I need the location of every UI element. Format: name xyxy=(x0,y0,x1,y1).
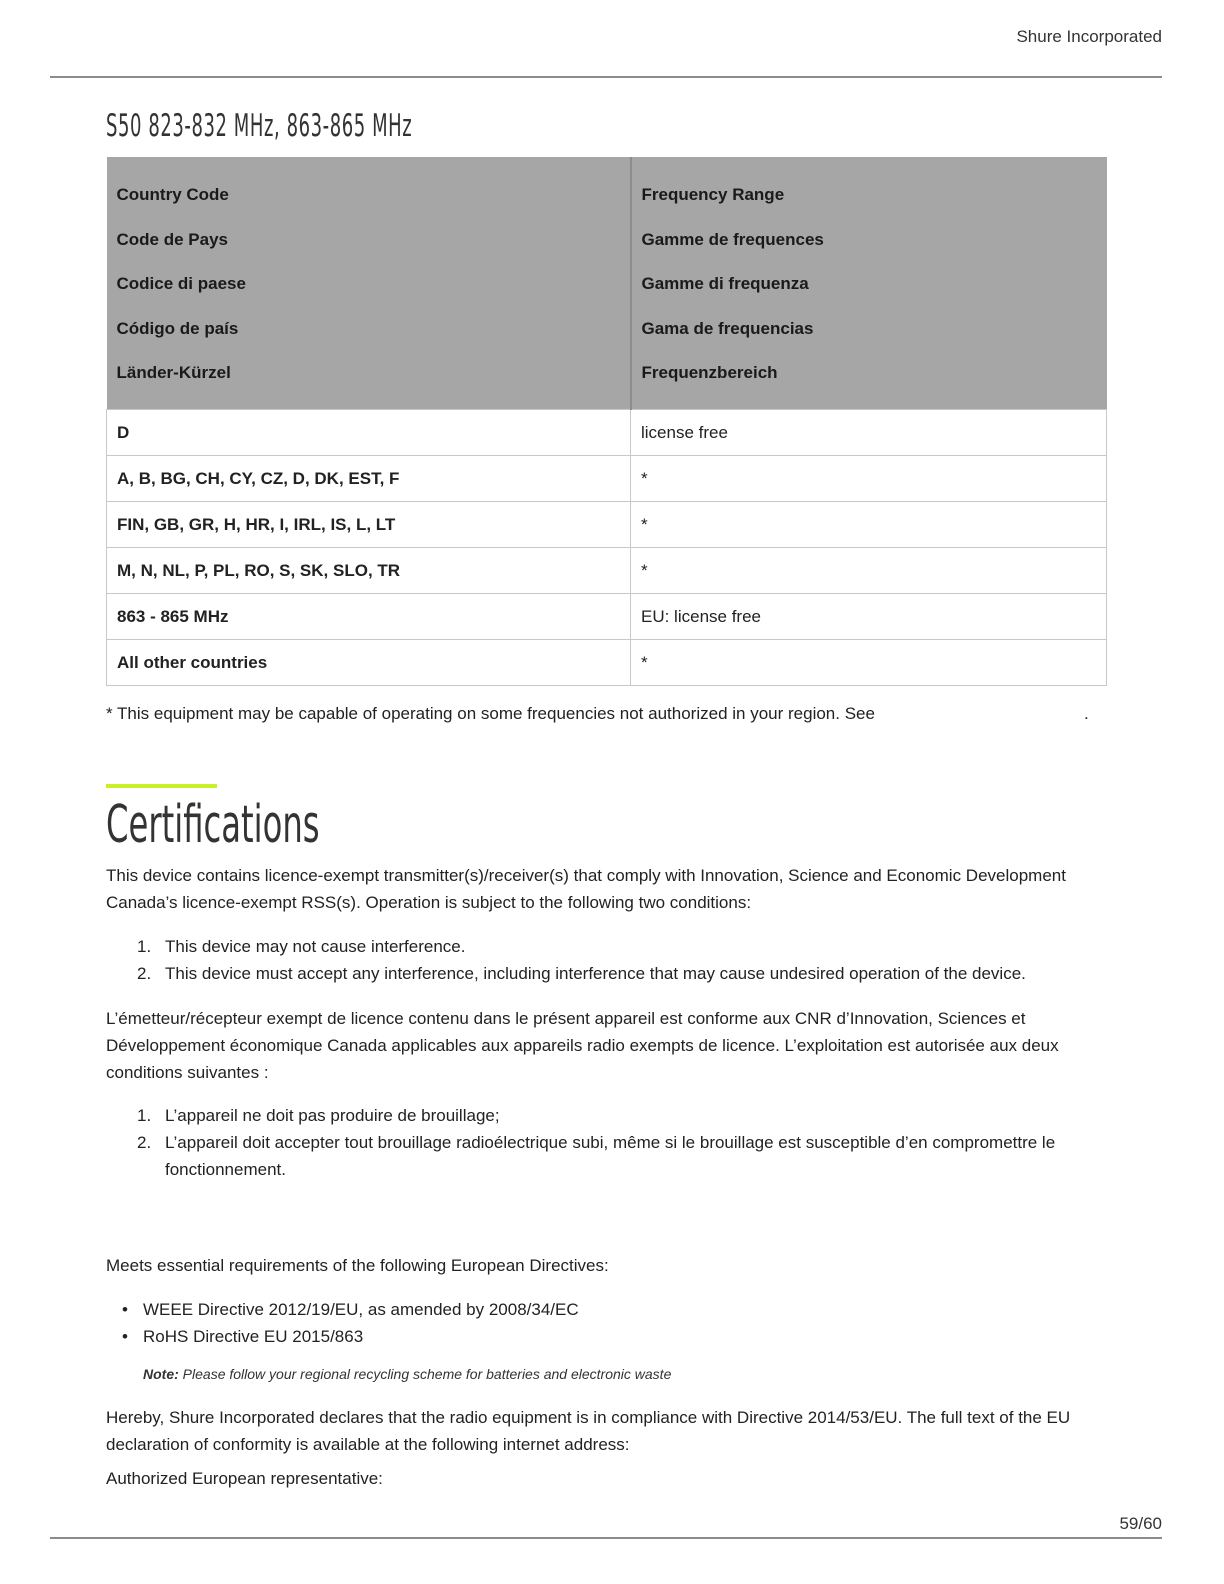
list-item-text: This device may not cause interference. xyxy=(165,937,466,956)
eu-declaration-paragraph: Hereby, Shure Incorporated declares that the radio equipment is in compliance with Directive 2014/53/EU. The full text of the EU declaration of conformity is available at the following internet address: xyxy=(106,1408,1071,1454)
table-row xyxy=(107,456,1107,502)
certifications-heading: Certifications xyxy=(106,795,320,855)
country-cell: FIN, GB, GR, H, HR, I, IRL, IS, L, LT xyxy=(107,502,631,548)
table-row xyxy=(107,640,1107,686)
recycling-note xyxy=(143,1366,671,1382)
header-line: Code de Pays xyxy=(116,229,228,249)
bullet-icon: • xyxy=(122,1300,128,1319)
country-cell: 863 - 865 MHz xyxy=(107,594,631,640)
eu-directives-list xyxy=(106,1296,579,1350)
table-footnote: * This equipment may be capable of operating on some frequencies not authorized in your region. See xyxy=(106,704,875,723)
header-line: Country Code xyxy=(116,185,229,204)
list-number: 1. xyxy=(137,1106,152,1125)
canada-compliance-paragraph-fr: L’émetteur/récepteur exempt de licence contenu dans le présent appareil est conforme aux CNR d’Innovation, Sciences et Développement économique Canada applicables aux appareils radio exempts de licence. L’exploitation est autorisée aux deux conditions suivantes : xyxy=(106,1009,1059,1082)
list-item xyxy=(106,933,1106,960)
header-line: Länder-Kürzel xyxy=(116,363,231,383)
bullet-icon: • xyxy=(122,1327,128,1346)
note-label: Note: xyxy=(143,1366,179,1382)
country-cell: D xyxy=(107,410,631,456)
list-item xyxy=(106,1102,1106,1129)
canada-compliance-paragraph: This device contains licence-exempt transmitter(s)/receiver(s) that comply with Innovation, Science and Economic Development Canada’s licence-exempt RSS(s). Operation is subject to the following two conditions: xyxy=(106,866,1066,912)
list-item-text: WEEE Directive 2012/19/EU, as amended by 2008/34/EC xyxy=(143,1300,579,1319)
table-header-row xyxy=(107,157,1107,410)
range-cell: * xyxy=(631,456,1107,502)
footnote-period: . xyxy=(1084,704,1089,723)
country-cell: All other countries xyxy=(107,640,631,686)
table-row xyxy=(107,548,1107,594)
list-item-text: This device must accept any interference, including interference that may cause undesired operation of the device. xyxy=(165,964,1026,983)
authorized-representative-label: Authorized European representative: xyxy=(106,1469,383,1488)
list-number: 1. xyxy=(137,937,152,956)
frequency-range-header xyxy=(631,157,1107,410)
header-line: Gama de frequencias xyxy=(641,318,814,338)
eu-directives-intro: Meets essential requirements of the following European Directives: xyxy=(106,1256,609,1275)
header-line: Frequenzbereich xyxy=(641,363,778,383)
table-row xyxy=(107,410,1107,456)
table-row xyxy=(107,594,1107,640)
section-accent-bar xyxy=(106,784,217,788)
country-cell: M, N, NL, P, PL, RO, S, SK, SLO, TR xyxy=(107,548,631,594)
header-line: Gamme di frequenza xyxy=(641,274,809,294)
note-text: Please follow your regional recycling scheme for batteries and electronic waste xyxy=(182,1366,672,1382)
table-row xyxy=(107,502,1107,548)
frequency-table xyxy=(106,157,1107,686)
section-title: S50 823-832 MHz, 863-865 MHz xyxy=(106,108,413,144)
list-item xyxy=(106,960,1106,987)
header-line: Código de país xyxy=(116,318,239,338)
header-line: Frequency Range xyxy=(641,185,785,204)
country-cell: A, B, BG, CH, CY, CZ, D, DK, EST, F xyxy=(107,456,631,502)
list-item xyxy=(106,1129,1106,1183)
conditions-list-fr xyxy=(106,1102,1106,1183)
country-code-header xyxy=(107,157,631,410)
header-line: Gamme de frequences xyxy=(641,229,824,249)
range-cell: license free xyxy=(631,410,1107,456)
range-cell: EU: license free xyxy=(631,594,1107,640)
header-divider xyxy=(50,76,1162,78)
range-cell: * xyxy=(631,548,1107,594)
list-item-text: RoHS Directive EU 2015/863 xyxy=(143,1327,364,1346)
range-cell: * xyxy=(631,640,1107,686)
list-item xyxy=(106,1296,579,1323)
list-item-text: L’appareil doit accepter tout brouillage radioélectrique subi, même si le brouillage est susceptible d’en compromettre le fonctionnement. xyxy=(165,1133,1056,1179)
list-number: 2. xyxy=(137,1133,152,1152)
header-company-name: Shure Incorporated xyxy=(1016,27,1162,46)
list-number: 2. xyxy=(137,964,152,983)
page-number: 59/60 xyxy=(1119,1514,1162,1533)
conditions-list-en xyxy=(106,933,1106,987)
list-item-text: L’appareil ne doit pas produire de brouillage; xyxy=(165,1106,500,1125)
range-cell: * xyxy=(631,502,1107,548)
header-line: Codice di paese xyxy=(116,274,246,294)
footer-divider xyxy=(50,1537,1162,1539)
list-item xyxy=(106,1323,579,1350)
